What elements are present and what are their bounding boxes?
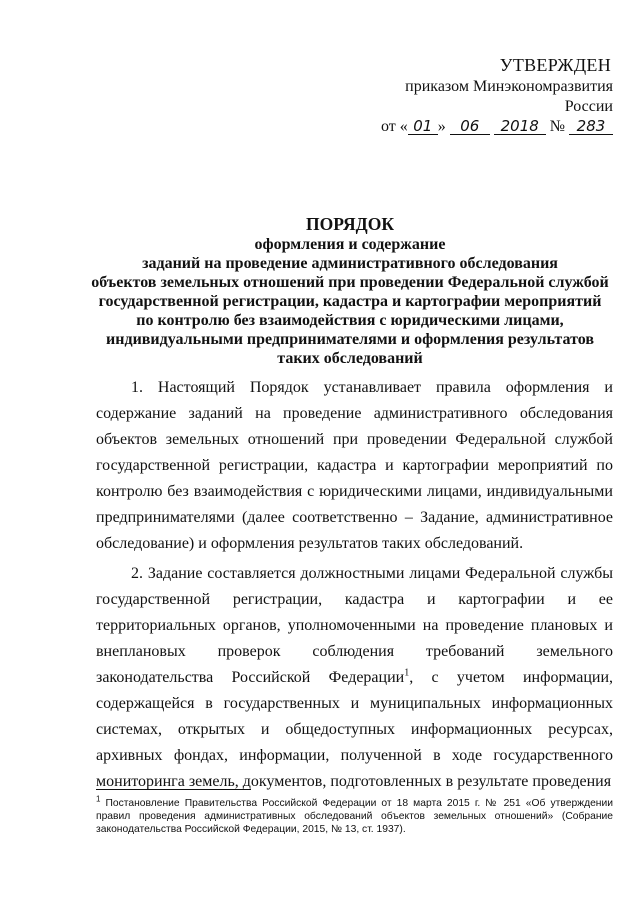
title-line: таких обследований	[277, 350, 423, 367]
document-body	[96, 375, 613, 799]
title-line: государственной регистрации, кадастра и картографии мероприятий	[98, 293, 602, 310]
footnote-text: Постановление Правительства Российской Федерации от 18 марта 2015 г. № 251 «Об утверждении правил проведения административных обследований объектов земельных отношений» (Собрание законодательства Российской Федерации, 2015, № 13, ст. 1937).	[96, 798, 613, 835]
handwritten-year: 2018	[494, 118, 546, 135]
title-line: индивидуальными предпринимателями и оформления результатов	[106, 331, 594, 348]
title-line: объектов земельных отношений при проведении Федеральной службой	[91, 274, 609, 291]
paragraph-1: 1. Настоящий Порядок устанавливает правила оформления и содержание заданий на проведение административного обследования объектов земельных отношений при проведении Федеральной службой государственной регистрации, кадастра и картографии мероприятий по контролю без взаимодействия с юридическими лицами, индивидуальными предпринимателями (далее соответственно – Задание, административное обследование) и оформления результатов таких обследований.	[96, 379, 613, 552]
handwritten-day: 01	[408, 118, 438, 135]
footnote	[96, 794, 613, 836]
date-prefix: от «	[380, 118, 408, 135]
footnote-mark: 1	[96, 794, 101, 804]
decree-authority: приказом Минэкономразвития России	[405, 78, 613, 115]
approval-stamp	[353, 55, 613, 137]
title-line: оформления и содержание	[254, 236, 446, 253]
paragraph-2-text-before: 2. Задание составляется должностными лицами Федеральной службы государственной регистрации, кадастра и картографии и ее территориальных органов, уполномоченными на проведение плановых и внеплановых проверок соблюдения требований земельного законодательства Российской Федерации	[96, 565, 613, 686]
footnote-separator	[96, 789, 251, 790]
title-line: по контролю без взаимодействия с юридическими лицами,	[136, 312, 564, 329]
handwritten-order-number: 283	[569, 118, 613, 135]
footnote-reference: 1	[404, 667, 410, 679]
number-prefix: №	[549, 118, 565, 135]
title-main: ПОРЯДОК	[305, 214, 395, 234]
paragraph-2-text-after: , с учетом информации, содержащейся в государственных и муниципальных информационных системах, открытых и общедоступных информационных ресурсах, архивных фондах, информации, полученной в ходе государственного мониторинга земель, документов, подготовленных в результате проведения	[96, 669, 614, 790]
paragraph-2	[96, 561, 613, 795]
decree-date-number	[353, 117, 613, 137]
approved-heading: УТВЕРЖДЕН	[499, 55, 611, 75]
handwritten-month: 06	[450, 118, 490, 135]
document-title	[80, 215, 620, 368]
date-day-close: »	[437, 118, 446, 135]
title-line: заданий на проведение административного обследования	[142, 255, 558, 272]
